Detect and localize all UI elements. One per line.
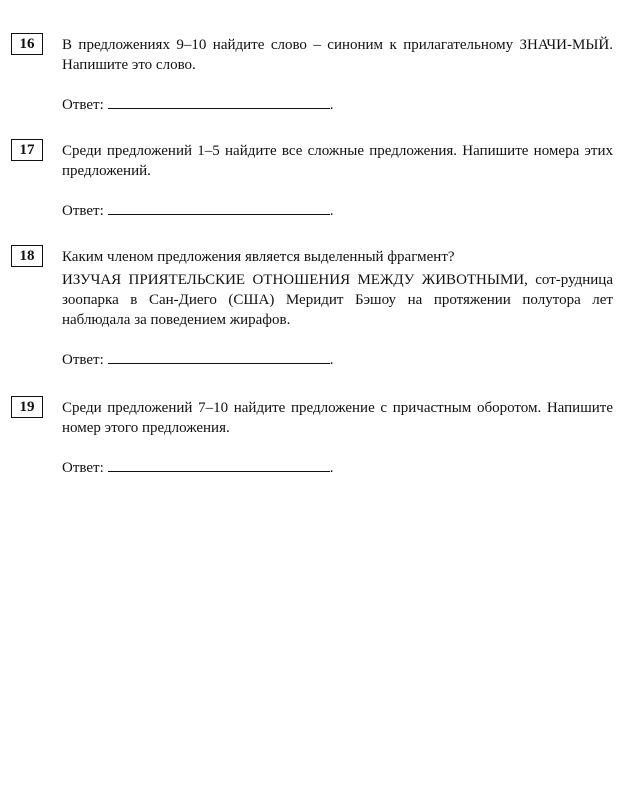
answer-label: Ответ: — [62, 203, 104, 219]
answer-label: Ответ: — [62, 97, 104, 113]
answer-period: . — [329, 97, 334, 113]
task-number-box: 16 — [11, 33, 43, 55]
answer-field[interactable] — [108, 94, 330, 109]
answer-period: . — [329, 352, 334, 368]
task-question: Каким членом предложения является выделенный фрагмент? — [62, 249, 455, 265]
task-question: Среди предложений 7–10 найдите предложение с причастным оборотом. Напишите номер этого предложения. — [62, 400, 613, 436]
answer-row — [62, 200, 613, 221]
task-question: Среди предложений 1–5 найдите все сложные предложения. Напишите номера этих предложений. — [62, 143, 613, 179]
task-content — [62, 35, 613, 115]
answer-field[interactable] — [108, 349, 330, 364]
task-number-box: 17 — [11, 139, 43, 161]
task-content — [62, 247, 613, 370]
answer-label: Ответ: — [62, 352, 104, 368]
task-content — [62, 398, 613, 478]
answer-row — [62, 94, 613, 115]
answer-row — [62, 457, 613, 478]
answer-label: Ответ: — [62, 460, 104, 476]
task-content — [62, 141, 613, 221]
task-number-box: 18 — [11, 245, 43, 267]
answer-period: . — [329, 203, 334, 219]
highlighted-fragment: ИЗУЧАЯ ПРИЯТЕЛЬСКИЕ ОТНОШЕНИЯ МЕЖДУ ЖИВОТНЫМИ, сот-рудница зоопарка в Сан-Диего (США) Меридит Бэшоу на протяжении полутора лет наблюдала за поведением жирафов. — [62, 272, 613, 328]
task-question: В предложениях 9–10 найдите слово – синоним к прилагательному ЗНАЧИ-МЫЙ. Напишите это слово. — [62, 37, 613, 73]
answer-field[interactable] — [108, 200, 330, 215]
answer-period: . — [329, 460, 334, 476]
task-number-box: 19 — [11, 396, 43, 418]
answer-field[interactable] — [108, 457, 330, 472]
answer-row — [62, 349, 613, 370]
